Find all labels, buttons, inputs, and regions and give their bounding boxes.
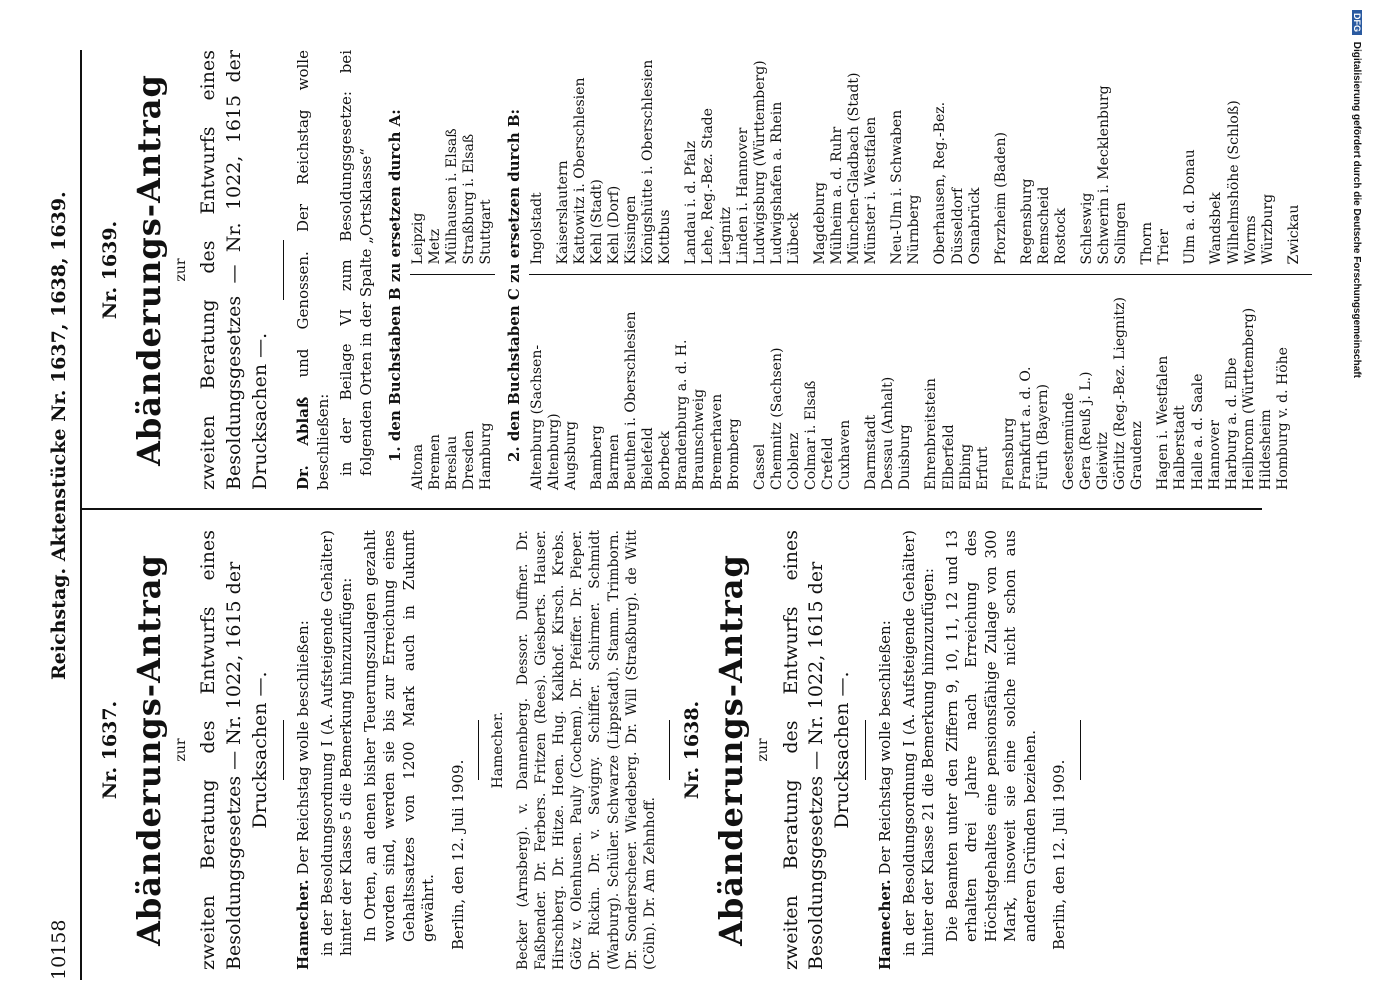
place-name: Kehl (Dorf) bbox=[606, 185, 623, 265]
place-name: Erfurt bbox=[974, 446, 991, 490]
place-group bbox=[863, 276, 914, 491]
section-2-right-list bbox=[529, 50, 1312, 276]
motion-1637-number: Nr. 1637. bbox=[99, 700, 121, 800]
motion-1639-zur: zur bbox=[173, 258, 190, 282]
place-name: Breslau bbox=[444, 435, 461, 490]
place-group bbox=[1079, 50, 1130, 265]
place-name: Remscheid bbox=[1035, 186, 1052, 265]
motion-1637-subject-line1: zweiten Beratung des Entwurfs eines Besoldungsgesetzes — Nr. 1022, 1615 der bbox=[197, 530, 246, 970]
motion-1639-subject: zweiten Beratung des Entwurfs eines Besoldungsgesetzes — Nr. 1022, 1615 der Drucksachen —. bbox=[197, 50, 271, 490]
motion-1639-proposer: Dr. Ablaß bbox=[294, 396, 313, 490]
place-name: Dessau (Anhalt) bbox=[880, 376, 897, 490]
place-name: Bremerhaven bbox=[708, 393, 725, 490]
place-name: Bromberg bbox=[725, 418, 742, 490]
motion-1637-signer-head: Hamecher. bbox=[490, 711, 507, 789]
place-name: Bamberg bbox=[589, 425, 606, 490]
place-name: Barmen bbox=[606, 434, 623, 490]
place-name: Kissingen bbox=[623, 195, 640, 265]
motion-1637-paragraph-2: In Orten, an denen bisher Teuerungszulagen gezahlt worden sind, werden sie bis zur Erreichung eines Gehaltssatzes von 1200 Mark auch in Zukunft gewährt. bbox=[360, 530, 438, 942]
place-name: Straßburg i. Elsaß bbox=[461, 133, 478, 265]
place-name: Crefeld bbox=[820, 437, 837, 490]
motion-1637-subject bbox=[196, 530, 273, 970]
credit-text-wrapper bbox=[1351, 10, 1362, 400]
place-name: Hamburg bbox=[478, 422, 495, 490]
motion-1638-zur: zur bbox=[755, 738, 772, 762]
motion-1637-intro-text: Der Reichstag wolle beschließen: bbox=[294, 620, 313, 875]
motion-1637-paragraph-1: in der Besoldungsordnung I (A. Aufsteigende Gehälter) hinter der Klasse 5 die Bemerkung hinzuzufügen: bbox=[317, 530, 356, 956]
place-name: Duisburg bbox=[897, 424, 914, 490]
place-group bbox=[923, 276, 991, 491]
place-name: Dresden bbox=[461, 430, 478, 490]
separator bbox=[478, 720, 479, 780]
place-name: Colmar i. Elsaß bbox=[802, 380, 819, 490]
motion-1637-proposer: Hamecher. bbox=[294, 879, 313, 970]
left-column bbox=[90, 530, 1091, 970]
place-name: Liegnitz bbox=[717, 206, 734, 265]
place-name: Lübeck bbox=[785, 212, 802, 265]
place-group bbox=[752, 276, 854, 491]
place-name: Osnabrück bbox=[966, 187, 983, 265]
place-name: Thorn bbox=[1139, 222, 1156, 265]
place-group bbox=[932, 50, 983, 265]
page-header bbox=[40, 50, 82, 980]
motion-1638-paragraph-2: Die Beamten unter den Ziffern 9, 10, 11, 12 und 13 erhalten drei Jahre nach Erreichung des Höchstgehaltes eine pensionsfähige Zulage von 300 Mark, insoweit sie eine solche nicht schon aus anderen Gründen beziehen. bbox=[942, 530, 1039, 942]
place-name: Bielefeld bbox=[640, 427, 657, 490]
separator bbox=[669, 720, 670, 780]
place-group bbox=[1208, 50, 1276, 265]
place-name: Bremen bbox=[426, 434, 443, 490]
separator bbox=[865, 720, 866, 780]
place-name: Halle a. d. Saale bbox=[1189, 373, 1206, 490]
place-name: Lehe, Reg.-Bez. Stade bbox=[700, 108, 717, 265]
place-name: Solingen bbox=[1113, 202, 1130, 265]
place-name: Coblenz bbox=[785, 432, 802, 490]
place-group bbox=[1139, 50, 1173, 265]
place-group bbox=[1019, 50, 1070, 265]
place-name: Görlitz (Reg.-Bez. Liegnitz) bbox=[1112, 297, 1129, 490]
motion-1638-subject-line2: Drucksachen —. bbox=[830, 671, 853, 829]
place-name: Chemnitz (Sachsen) bbox=[768, 347, 785, 490]
right-column bbox=[90, 50, 1312, 490]
motion-1639-title: Abänderungs-Antrag bbox=[129, 74, 168, 466]
place-name: Trier bbox=[1156, 229, 1173, 265]
place-name: Regensburg bbox=[1018, 178, 1035, 265]
motion-1638-title: Abänderungs-Antrag bbox=[711, 554, 750, 946]
place-name: Nürnberg bbox=[906, 194, 923, 265]
separator bbox=[283, 720, 284, 780]
section-1-left-list bbox=[410, 276, 495, 491]
place-name: Gera (Reuß j. L.) bbox=[1078, 371, 1095, 490]
place-group bbox=[589, 276, 743, 491]
place-name: Metz bbox=[426, 228, 443, 265]
place-name: Graudenz bbox=[1129, 421, 1146, 490]
place-name: Würzburg bbox=[1259, 193, 1276, 265]
motion-1637-subject-line2: Drucksachen —. bbox=[248, 671, 271, 829]
place-name: Oberhausen, Reg.-Bez. Düsseldorf bbox=[932, 101, 966, 265]
section-1-right-list bbox=[410, 50, 495, 276]
motion-1637-signers: Becker (Arnsberg). v. Dannenberg. Dessor. Duffner. Dr. Faßbender. Dr. Ferbers. Fritzen (Rees). Giesberts. Hauser. Hirschberg. Dr. Hitze. Hoen. Hug. Kalkhof. Kirsch. Krebs. Götz v. Olenhusen. Pauly (Cochem). Dr. Pfeiffer. Dr. Pieper. Dr. Rickin. Dr. v. Savigny. Schiffer. Schirmer. Schmidt (Warburg). Schüler. Schwarze (Lippstadt). Stamm. Trimborn. Dr. Sonderscheer. Wiedeberg. Dr. Will (Straßburg). de Witt (Cöln). Dr. Am Zehnhoff. bbox=[514, 530, 658, 970]
place-group bbox=[683, 50, 803, 265]
place-name: Worms bbox=[1242, 215, 1259, 265]
section-2-table bbox=[529, 50, 1312, 490]
motion-1638-intro-text: Der Reichstag wolle beschließen: bbox=[876, 620, 895, 875]
place-name: Ludwigsburg (Württemberg) bbox=[751, 60, 768, 265]
place-name: Münster i. Westfalen bbox=[863, 116, 880, 265]
separator bbox=[1080, 720, 1081, 780]
place-name: Elbing bbox=[957, 443, 974, 490]
place-name: Wilhelmshöhe (Schloß) bbox=[1225, 100, 1242, 265]
section-2-title: 2. den Buchstaben C zu ersetzen durch B: bbox=[505, 108, 524, 462]
place-name: Mülheim a. d. Ruhr bbox=[829, 126, 846, 265]
place-group bbox=[529, 50, 546, 265]
place-name: Landau i. d. Pfalz bbox=[683, 141, 700, 265]
place-name: Pforzheim (Baden) bbox=[992, 132, 1009, 265]
place-name: Schwerin i. Mecklenburg bbox=[1096, 85, 1113, 265]
place-name: Kaiserslautern bbox=[554, 160, 571, 265]
place-name: Brandenburg a. d. H. bbox=[674, 339, 691, 490]
place-name: Beuthen i. Oberschlesien bbox=[623, 311, 640, 490]
motion-1638-paragraph-1: in der Besoldungsordnung I (A. Aufsteigende Gehälter) hinter der Klasse 21 die Bemerkung hinzuzufügen: bbox=[899, 530, 938, 956]
place-name: Magdeburg bbox=[811, 181, 828, 265]
place-group bbox=[812, 50, 880, 265]
place-name: Cuxhaven bbox=[837, 419, 854, 490]
place-group bbox=[889, 50, 923, 265]
place-group bbox=[529, 276, 580, 491]
place-name: Gleiwitz bbox=[1095, 432, 1112, 490]
motion-1637-intro bbox=[294, 530, 314, 970]
place-name: Ingolstadt bbox=[528, 192, 545, 265]
motion-1639-number: Nr. 1639. bbox=[99, 220, 121, 320]
motion-1639-intro bbox=[294, 50, 333, 490]
place-group bbox=[1286, 50, 1303, 265]
place-group bbox=[993, 50, 1010, 265]
place-group bbox=[1061, 276, 1146, 491]
place-name: Heilbronn (Württemberg) bbox=[1240, 307, 1257, 490]
place-name: Hildesheim bbox=[1257, 409, 1274, 490]
place-name: Ludwigshafen a. Rhein bbox=[768, 101, 785, 265]
motion-1638-intro bbox=[876, 530, 896, 970]
motion-1637-title: Abänderungs-Antrag bbox=[129, 554, 168, 946]
place-name: Rostock bbox=[1052, 207, 1069, 265]
motion-1637-zur: zur bbox=[173, 738, 190, 762]
place-name: Augsburg bbox=[562, 421, 579, 490]
place-name: Altona bbox=[409, 443, 426, 490]
place-group bbox=[1001, 276, 1052, 491]
place-name: Wandsbek bbox=[1208, 192, 1225, 265]
motion-1638-proposer: Hamecher. bbox=[876, 879, 895, 970]
place-name: Geestemünde bbox=[1060, 392, 1077, 490]
separator bbox=[283, 240, 284, 300]
digitization-credit bbox=[1348, 10, 1362, 400]
place-name: Kattowitz i. Oberschlesien bbox=[571, 77, 588, 265]
motion-1638-date: Berlin, den 12. Juli 1909. bbox=[1050, 759, 1069, 950]
place-name: Kehl (Stadt) bbox=[589, 179, 606, 265]
page-number: 10158 bbox=[48, 919, 70, 980]
header-title: Reichstag. Aktenstücke Nr. 1637, 1638, 1639. bbox=[48, 191, 70, 680]
place-name: Harburg a. d. Elbe bbox=[1223, 357, 1240, 490]
place-name: Ulm a. d. Donau bbox=[1182, 149, 1199, 265]
place-name: Hannover bbox=[1206, 420, 1223, 490]
place-name: Linden i. Hannover bbox=[734, 127, 751, 265]
place-group bbox=[1155, 276, 1292, 491]
place-name: Borbeck bbox=[657, 431, 674, 490]
place-name: Braunschweig bbox=[691, 388, 708, 490]
place-name: Leipzig bbox=[409, 212, 426, 265]
dfg-logo: DFG bbox=[1352, 10, 1362, 35]
place-name: Zwickau bbox=[1285, 204, 1302, 265]
motion-1638-subject bbox=[779, 530, 856, 970]
place-name: Kottbus bbox=[657, 209, 674, 265]
place-group bbox=[1182, 50, 1199, 265]
motion-1638-number: Nr. 1638. bbox=[681, 700, 704, 800]
section-1-table bbox=[410, 50, 495, 490]
place-name: Frankfurt a. d. O. bbox=[1017, 366, 1034, 490]
motion-1637-date: Berlin, den 12. Juli 1909. bbox=[448, 759, 467, 950]
place-name: Stuttgart bbox=[478, 199, 495, 265]
place-name: Fürth (Bayern) bbox=[1034, 384, 1051, 490]
place-name: Mülhausen i. Elsaß bbox=[444, 128, 461, 265]
place-name: München-Gladbach (Stadt) bbox=[846, 72, 863, 265]
section-1-title: 1. den Buchstaben B zu ersetzen durch A: bbox=[386, 109, 405, 462]
rotated-document-page bbox=[40, 20, 1302, 980]
place-name: Neu-Ulm i. Schwaben bbox=[889, 109, 906, 265]
section-2-left-list bbox=[529, 276, 1312, 491]
place-name: Königshütte i. Oberschlesien bbox=[640, 59, 657, 265]
motion-1638-subject-line1: zweiten Beratung des Entwurfs eines Besoldungsgesetzes — Nr. 1022, 1615 der bbox=[779, 530, 828, 970]
place-name: Halberstadt bbox=[1172, 405, 1189, 490]
place-name: Hagen i. Westfalen bbox=[1155, 355, 1172, 490]
place-name: Homburg v. d. Höhe bbox=[1274, 347, 1291, 490]
place-name: Altenburg (Sachsen-Altenburg) bbox=[528, 344, 562, 490]
credit-text: Digitalisierung gefördert durch die Deutsche Forschungsgemeinschaft bbox=[1351, 41, 1362, 378]
place-name: Ehrenbreitstein bbox=[923, 378, 940, 490]
motion-1639-intro-text: und Genossen. Der Reichstag wolle beschließen: bbox=[294, 50, 332, 490]
motion-1639-paragraph-1: in der Beilage VI zum Besoldungsgesetze: bei folgenden Orten in der Spalte „Ortsklasse“ bbox=[337, 50, 375, 476]
place-name: Darmstadt bbox=[863, 414, 880, 490]
place-group bbox=[555, 50, 675, 265]
place-name: Cassel bbox=[751, 443, 768, 490]
column-divider bbox=[82, 508, 1262, 510]
place-name: Schleswig bbox=[1078, 192, 1095, 265]
place-name: Elberfeld bbox=[940, 424, 957, 490]
place-name: Flensburg bbox=[1000, 417, 1017, 490]
